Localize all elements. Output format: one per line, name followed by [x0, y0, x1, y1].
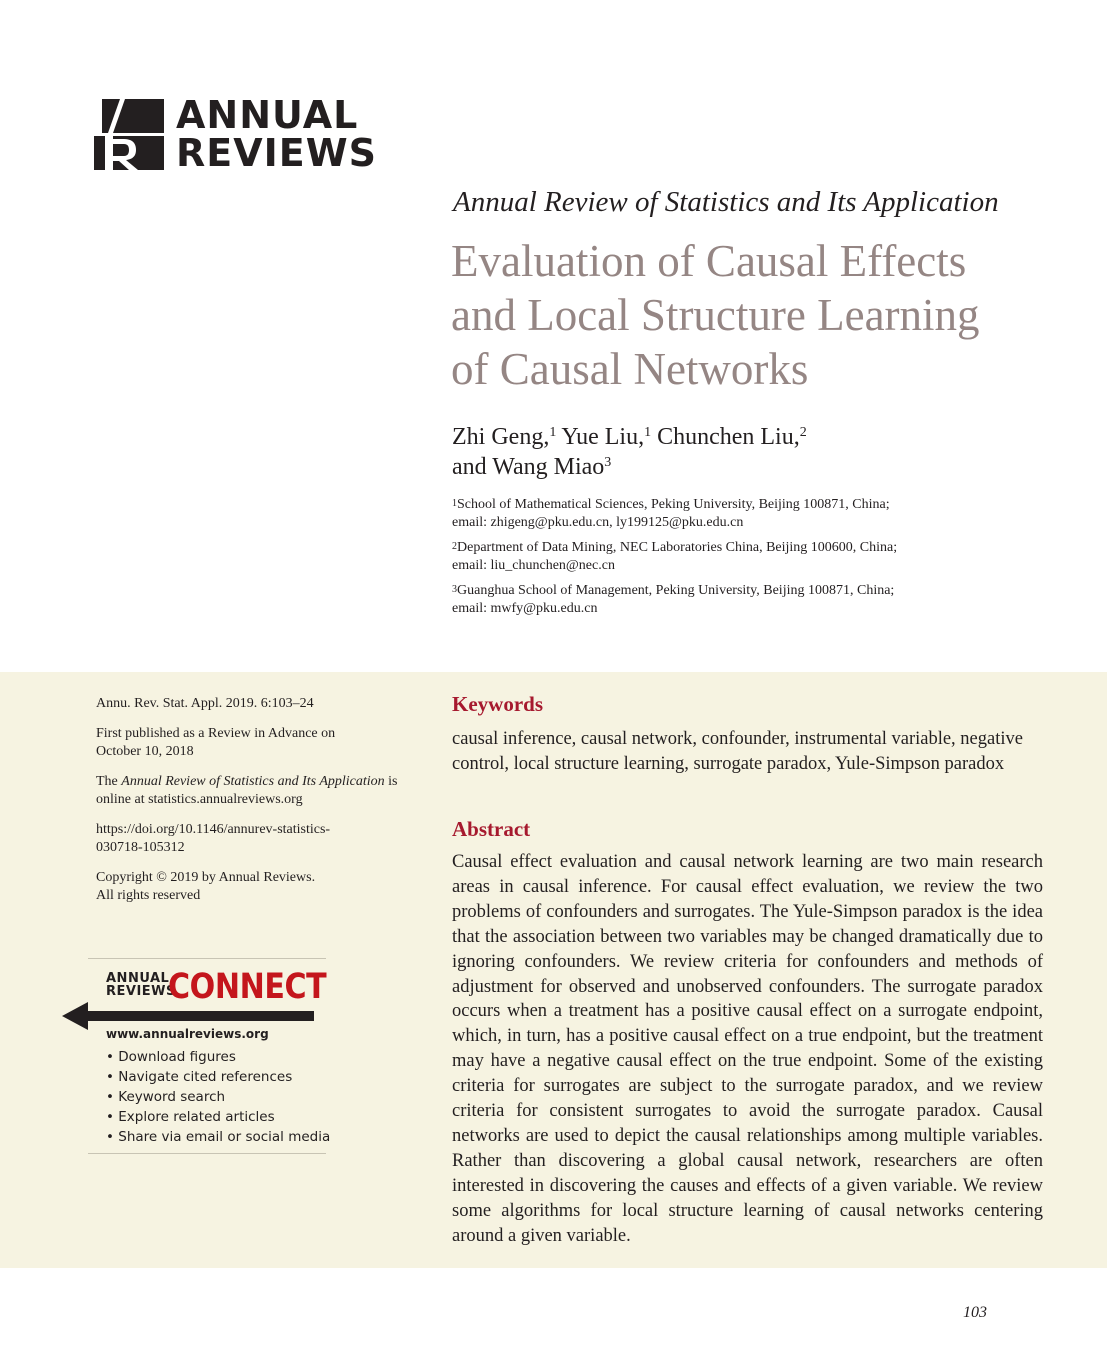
author-name: Chunchen Liu, [657, 424, 800, 450]
affiliation [452, 582, 992, 618]
annual-reviews-connect-box [88, 958, 331, 1154]
abstract-heading: Abstract [452, 817, 531, 841]
affiliation-email: email: liu_chunchen@nec.cn [452, 558, 615, 573]
affiliation-email: email: zhigeng@pku.edu.cn, ly199125@pku.edu.cn [452, 515, 744, 530]
keywords-heading: Keywords [452, 692, 543, 716]
affiliation [452, 496, 992, 532]
connect-ar-wordmark: ANNUAL REVIEWS [106, 971, 176, 999]
author-name: Zhi Geng, [452, 424, 550, 450]
author-name: Yue Liu, [561, 424, 645, 450]
publication-meta [96, 695, 426, 917]
affiliation-marker: 1 [452, 498, 457, 509]
author-name: and Wang Miao [452, 454, 605, 480]
list-item: • Navigate cited references [106, 1067, 330, 1087]
affiliation-marker: 2 [452, 541, 457, 552]
affiliation-email: email: mwfy@pku.edu.cn [452, 601, 598, 616]
affiliation-text: Guanghua School of Management, Peking University, Beijing 100871, China; [457, 583, 895, 598]
logo-word-annual: ANNUAL [176, 93, 359, 137]
affiliation-text: School of Mathematical Sciences, Peking University, Beijing 100871, China; [457, 497, 890, 512]
affiliation-marker: 3 [452, 584, 457, 595]
doi-link[interactable]: https://doi.org/10.1146/annurev-statistics- 030718-105312 [96, 822, 331, 855]
online-journal-name: Annual Review of Statistics and Its Application [121, 774, 385, 789]
keywords-text: causal inference, causal network, confounder, instrumental variable, negative control, local structure learning, surrogate paradox, Yule-Simpson paradox [452, 729, 1023, 774]
abstract-text: Causal effect evaluation and causal network learning are two main research areas in causal inference. For causal effect evaluation, we review the two problems of confounders and surrogates. The Yule-Simpson paradox is the idea that the association between two variables may be changed dramatically due to ignoring confounders. We review criteria for confounders and methods of adjustment for observed and unobserved confounders. The surrogate paradox occurs when a treatment has a positive causal effect on a surrogate endpoint, which, in turn, has a positive causal effect on a true endpoint, but the treatment may have a negative causal effect on the true endpoint. Some of the existing criteria for surrogates are subject to the surrogate paradox, and we review criteria for consistent surrogates to avoid the surrogate paradox. Causal networks are used to depict the causal relationships among multiple variables. Rather than discovering a global causal network, researchers are often interested in discovering the causes and effects of a given variable. We review some algorithms for local structure learning of causal networks centering around a given variable. [452, 852, 1043, 1246]
author-affil-marker: 1 [549, 425, 557, 440]
connect-url[interactable]: www.annualreviews.org [106, 1027, 269, 1041]
page-number: 103 [963, 1304, 987, 1321]
affiliation [452, 539, 992, 575]
affiliation-text: Department of Data Mining, NEC Laboratories China, Beijing 100600, China; [457, 540, 898, 555]
copyright: Copyright © 2019 by Annual Reviews. All rights reserved [96, 870, 316, 903]
list-item: • Keyword search [106, 1087, 330, 1107]
connect-title: CONNECT [168, 967, 327, 1007]
title-line: Evaluation of Causal Effects [451, 236, 967, 286]
author-affil-marker: 3 [604, 455, 612, 470]
online-notice: The Annual Review of Statistics and Its Application is online at statistics.annualreviews.org [96, 774, 398, 807]
author-list [452, 422, 807, 482]
connect-feature-list [106, 1047, 330, 1147]
title-line: of Causal Networks [451, 344, 809, 394]
annual-reviews-logo [94, 93, 378, 175]
article-title [451, 234, 1071, 396]
first-published: First published as a Review in Advance on October 10, 2018 [96, 726, 336, 759]
list-item: • Explore related articles [106, 1107, 330, 1127]
affiliations [452, 496, 992, 625]
citation: Annu. Rev. Stat. Appl. 2019. 6:103–24 [96, 696, 314, 711]
title-line: and Local Structure Learning [451, 290, 980, 340]
author-affil-marker: 2 [799, 425, 807, 440]
author-affil-marker: 1 [644, 425, 652, 440]
logo-word-reviews: REVIEWS [176, 131, 378, 175]
list-item: • Share via email or social media [106, 1127, 330, 1147]
journal-name: Annual Review of Statistics and Its Application [453, 186, 999, 218]
ar-logo-icon [94, 99, 164, 170]
list-item: • Download figures [106, 1047, 330, 1067]
online-url: online at statistics.annualreviews.org [96, 792, 303, 807]
